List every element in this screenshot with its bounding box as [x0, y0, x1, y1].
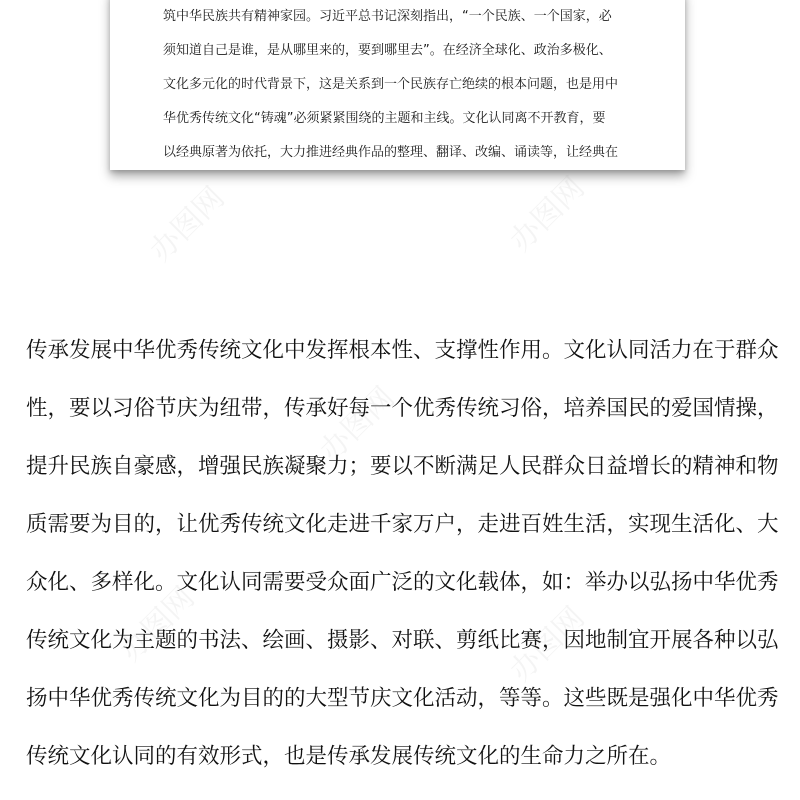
card-line: 筑中华民族共有精神家园。习近平总书记深刻指出，“一个民族、一个国家，必: [163, 9, 612, 24]
card-paragraph: [163, 0, 663, 170]
card-line: 华优秀传统文化“铸魂”必须紧紧围绕的主题和主线。文化认同离不开教育，要: [163, 111, 606, 126]
watermark: 办图网: [503, 600, 592, 689]
body-line: 提升民族自豪感，增强民族凝聚力；要以不断满足人民群众日益增长的精神和物: [26, 454, 779, 479]
body-line: 质需要为目的，让优秀传统文化走进千家万户，走进百姓生活，实现生活化、大: [26, 512, 779, 537]
body-paragraph: [26, 322, 786, 786]
watermark: 办图网: [313, 380, 402, 469]
body-line: 众化、多样化。文化认同需要受众面广泛的文化载体，如：举办以弘扬中华优秀: [26, 570, 779, 595]
watermark: 办图网: [503, 170, 592, 259]
body-line: 传统文化为主题的书法、绘画、摄影、对联、剪纸比赛，因地制宜开展各种以弘: [26, 628, 779, 653]
card-line: 以经典原著为依托，大力推进经典作品的整理、翻译、改编、诵读等，让经典在: [163, 145, 619, 160]
body-line: 性，要以习俗节庆为纽带，传承好每一个优秀传统习俗，培养国民的爱国情操，: [26, 396, 779, 421]
body-line: 传统文化认同的有效形式，也是传承发展传统文化的生命力之所在。: [26, 744, 672, 769]
watermark: 办图网: [143, 180, 232, 269]
card-line: 文化多元化的时代背景下，这是关系到一个民族存亡绝续的根本问题，也是用中: [163, 77, 619, 92]
card-line: 须知道自己是谁，是从哪里来的，要到哪里去”。在经济全球化、政治多极化、: [163, 43, 612, 58]
body-line: 扬中华优秀传统文化为目的的大型节庆文化活动，等等。这些既是强化中华优秀: [26, 686, 779, 711]
body-line: 传承发展中华优秀传统文化中发挥根本性、支撑性作用。文化认同活力在于群众: [26, 338, 779, 363]
watermark: 办图网: [113, 580, 202, 669]
document-preview-card: [110, 0, 685, 170]
